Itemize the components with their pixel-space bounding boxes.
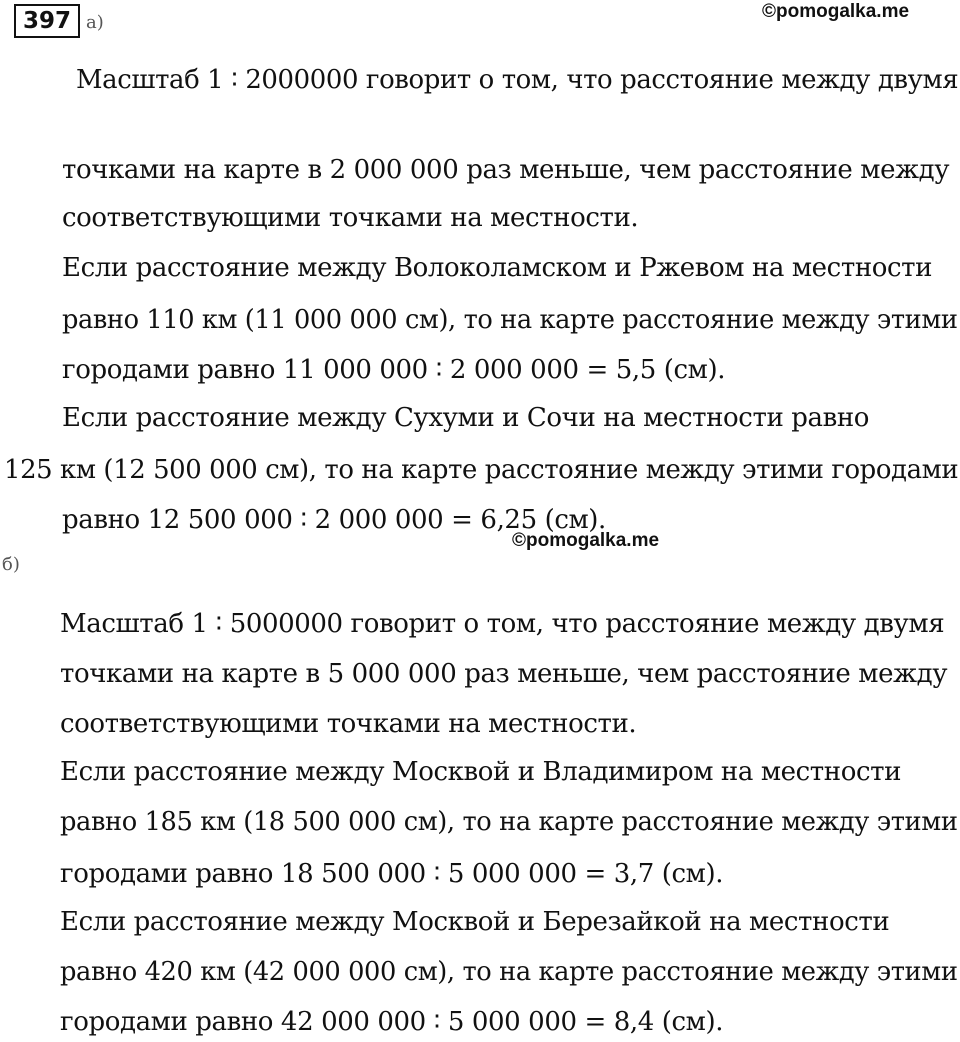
part-b-line-3: соответствующими точками на местности. [60,709,637,739]
part-b-line-1: Масштаб 1 ∶ 5000000 говорит о том, что расстояние между двумя [60,609,945,639]
part-b-line-6: городами равно 18 500 000 ∶ 5 000 000 = 3,7 (см). [60,859,724,889]
part-a-line-5: равно 110 км (11 000 000 см), то на карте расстояние между этими [62,305,958,335]
watermark-top: ©pomogalka.me [762,1,910,22]
part-a-label: а) [86,12,104,33]
part-a-line-8: 125 км (12 500 000 см), то на карте расстояние между этими городами [4,455,959,485]
part-a-line-1: Масштаб 1 ∶ 2000000 говорит о том, что расстояние между двумя [76,65,959,95]
problem-number: 397 [14,4,80,38]
part-a-line-2: точками на карте в 2 000 000 раз меньше, чем расстояние между [62,155,950,185]
part-b-line-8: равно 420 км (42 000 000 см), то на карте расстояние между этими [60,957,958,987]
part-a-line-9: равно 12 500 000 ∶ 2 000 000 = 6,25 (см). [62,505,606,535]
part-b-line-5: равно 185 км (18 500 000 см), то на карте расстояние между этими [60,807,958,837]
part-b-line-7: Если расстояние между Москвой и Березайкой на местности [60,907,890,937]
part-a-line-6: городами равно 11 000 000 ∶ 2 000 000 = 5,5 (см). [62,355,726,385]
part-b-line-9: городами равно 42 000 000 ∶ 5 000 000 = 8,4 (см). [60,1007,724,1037]
part-b-line-2: точками на карте в 5 000 000 раз меньше, чем расстояние между [60,659,948,689]
part-a-line-7: Если расстояние между Сухуми и Сочи на местности равно [62,403,869,433]
part-b-line-4: Если расстояние между Москвой и Владимиром на местности [60,757,902,787]
part-b-label: б) [2,554,20,575]
part-a-line-4: Если расстояние между Волоколамском и Ржевом на местности [62,253,933,283]
part-a-line-3: соответствующими точками на местности. [62,203,639,233]
watermark-middle: ©pomogalka.me [512,530,660,551]
